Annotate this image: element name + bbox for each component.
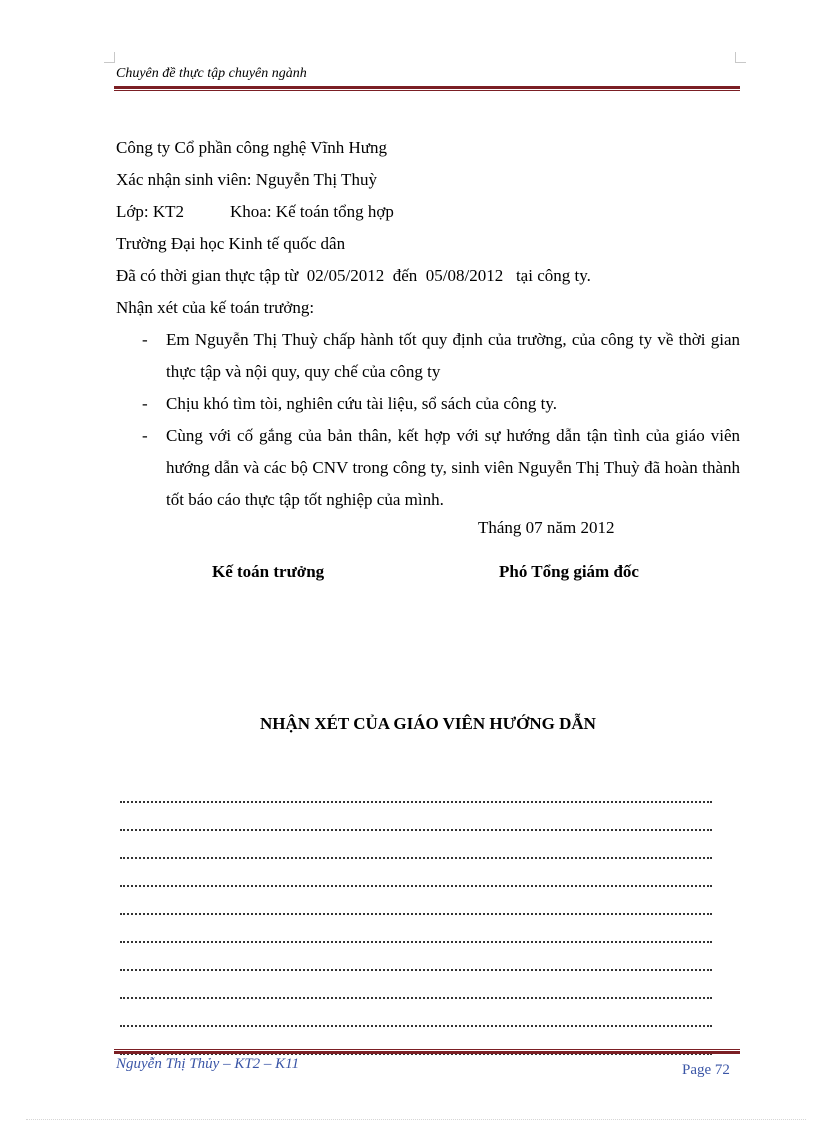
document-body [116,132,740,516]
university-name: Trường Đại học Kinh tế quốc dân [116,234,346,253]
footer-author: Nguyễn Thị Thủy – KT2 – K11 [116,1056,300,1072]
blank-dotted-line [120,943,712,971]
footer-page-number: Page 72 [682,1062,730,1078]
teacher-review-blank-lines [120,775,712,1055]
blank-dotted-line [120,915,712,943]
bullet-dash: - [142,426,148,445]
faculty-label: Khoa: Kế toán tổng hợp [230,202,394,221]
blank-dotted-line [120,887,712,915]
bullet-dash: - [142,330,148,349]
signing-date: Tháng 07 năm 2012 [478,518,615,537]
corner-mark-top-right [735,52,746,63]
review-bullet-list [116,324,740,516]
class-faculty-line [116,196,740,228]
list-item: - Cùng với cố gắng của bản thân, kết hợp với sự hướng dẫn tận tình của giáo viên hướng dẫn và các bộ CNV trong công ty, sinh viên Nguyễn Thị Thuỳ đã hoàn thành tốt báo cáo thực tập tốt nghiệp của mình. [116,420,740,516]
page-edge-dotted-border [26,1119,806,1120]
blank-dotted-line [120,775,712,803]
blank-dotted-line [120,999,712,1027]
class-label: Lớp: KT2 [116,202,185,221]
header-rule [114,86,740,91]
footer-rule [114,1049,740,1054]
blank-dotted-line [120,859,712,887]
student-confirmation: Xác nhận sinh viên: Nguyễn Thị Thuỳ [116,170,377,189]
list-item: - Em Nguyễn Thị Thuỳ chấp hành tốt quy định của trường, của công ty về thời gian thực tập và nội quy, quy chế của công ty [116,324,740,388]
blank-dotted-line [120,831,712,859]
internship-period: Đã có thời gian thực tập từ 02/05/2012 đến 05/08/2012 tại công ty. [116,266,591,285]
review-heading: Nhận xét của kế toán trưởng: [116,298,315,317]
page-header-title: Chuyên đề thực tập chuyên ngành [116,66,307,81]
corner-mark-top-left [104,52,115,63]
company-name: Công ty Cổ phần công nghệ Vĩnh Hưng [116,138,387,157]
blank-dotted-line [120,803,712,831]
teacher-review-title: NHẬN XÉT CỦA GIÁO VIÊN HƯỚNG DẪN [260,714,596,733]
signer-chief-accountant: Kế toán trưởng [212,562,325,581]
blank-dotted-line [120,971,712,999]
list-item: - Chịu khó tìm tòi, nghiên cứu tài liệu, sổ sách của công ty. [116,388,740,420]
bullet-dash: - [142,394,148,413]
signer-deputy-director: Phó Tổng giám đốc [499,562,639,581]
